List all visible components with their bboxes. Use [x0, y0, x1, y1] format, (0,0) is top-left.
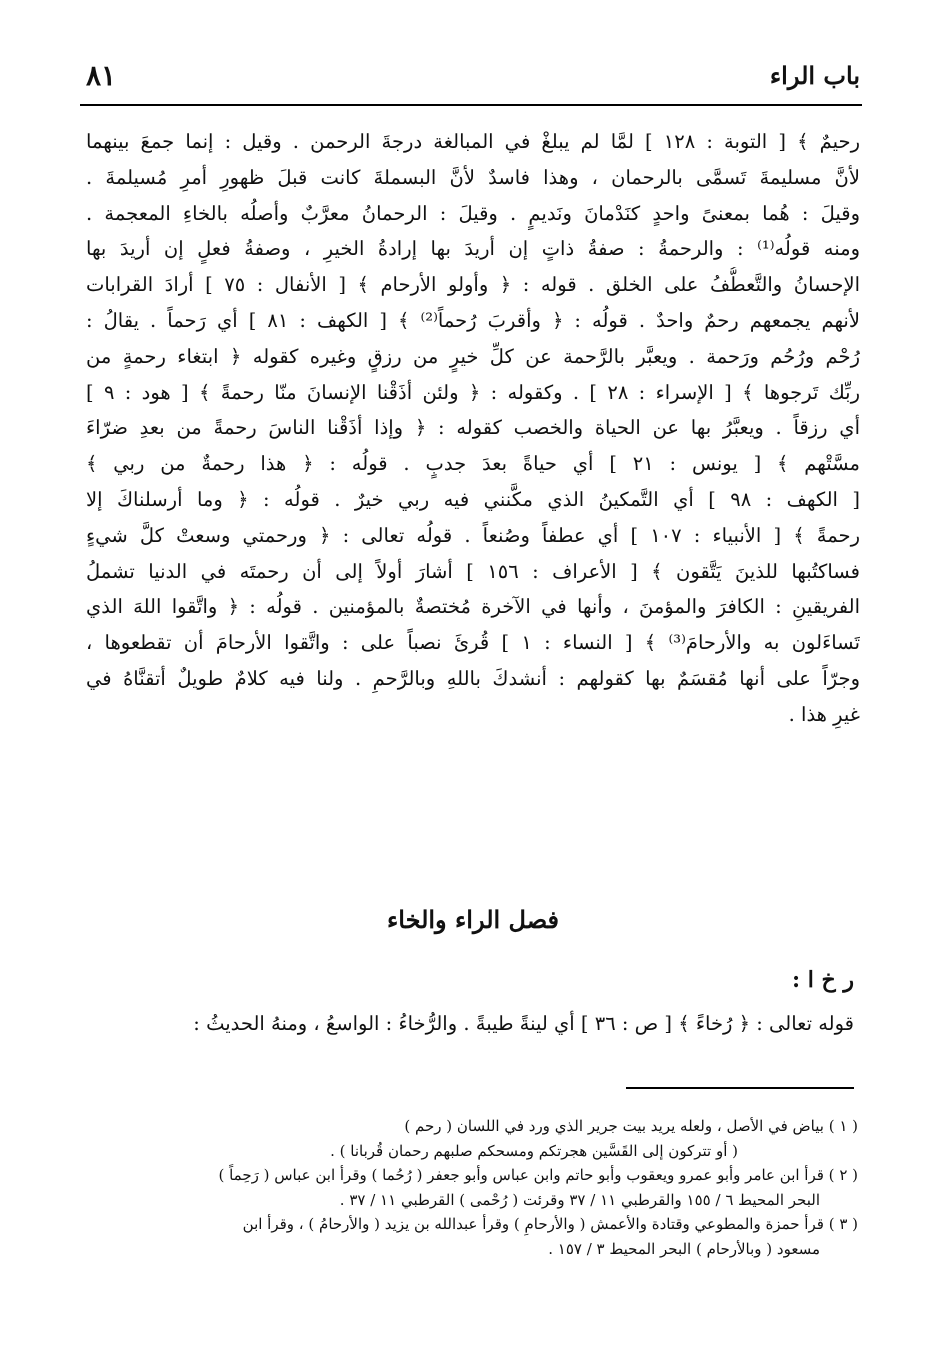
footnote-line: ( ١ ) بياض في الأصل ، ولعله يريد بيت جرير الذي ورد في اللسان ( رحم ) — [404, 1117, 858, 1135]
text-line: فساكتُبها للذينَ يَتَّقون ﴾ [ الأعراف : ١٥٦ ] أشارَ أولاً إلى أن رحمتَه في الدنيا تشملُ — [86, 559, 860, 583]
text-line: ومنه قولُه⁽¹⁾ : والرحمةُ : صفةُ ذاتٍ إن أريدَ بها إرادةُ الخيرِ ، وصفةُ فعلٍ إن أريدَ بها — [86, 237, 860, 261]
text-line: لأنَّ مسليمةَ تَسمَّى بالرحمان ، وهذا فاسدٌ لأنَّ البسملةَ كانت قبلَ ظهورِ أمرِ مُسيلمةَ . — [86, 165, 860, 189]
text-line: أي رزقاً . ويعبَّرُ بها عن الحياة والخصب كقوله : ﴿ وإذا أذَقْنا الناسَ رحمةً من بعدِ ضرّاءَ — [86, 416, 860, 440]
footnote-rule — [626, 1087, 854, 1089]
page-number: ٨١ — [86, 59, 117, 92]
footnote-line: البحر المحيط ٦ / ١٥٥ والقرطبي ١١ / ٣٧ وقرئت ( رُحْمى ) القرطبي ١١ / ٣٧ . — [339, 1190, 820, 1209]
entry-text: قوله تعالى : ﴿ رُخاءً ﴾ [ ص : ٣٦ ] أي لينةً طيبةً . والرُّخاءُ : الواسعُ ، ومنهُ الحديثُ : — [193, 1012, 854, 1035]
footnote-line: مسعود ( وبالأرحام ) البحر المحيط ٣ / ١٥٧ . — [548, 1239, 820, 1258]
running-head: باب الراء — [769, 61, 860, 90]
header-rule — [80, 104, 862, 106]
text-line: الفريقينِ : الكافرَ والمؤمنَ ، وأنها في الآخرة مُختصةٌ بالمؤمنين . قولُه : ﴿ واتَّقوا اللهَ الذي — [86, 595, 860, 619]
text-line: لأنهم يجمعهم رحمٌ واحدٌ . قولُه : ﴿ وأقربَ رُحماً⁽²⁾ ﴾ [ الكهف : ٨١ ] أي رَحماً . يقالُ : — [86, 308, 860, 332]
text-line: [ الكهف : ٩٨ ] أي التَّمكينُ الذي مكَّنني فيه ربي خيرٌ . قولُه : ﴿ وما أرسلناكَ إلا — [86, 487, 860, 511]
text-line: وجرّاً على أنها مُقسَمٌ بها كقولهم : أنشدكَ باللهِ وبالرَّحمِ . ولنا فيه كلامٌ طويلٌ أتقنَّاهُ في — [86, 666, 860, 690]
page-header — [86, 58, 860, 94]
text-line: ربِّك تَرجوها ﴾ [ الإسراء : ٢٨ ] . وكقوله : ﴿ ولئن أذَقْنا الإنسانَ منّا رحمةً ﴾ [ هود : ٩ ] — [86, 380, 860, 404]
text-line: رحيمٌ ﴾ [ التوبة : ١٢٨ ] لمَّا لم يبلغْ في المبالغة درجةَ الرحمن . وقيل : إنما جمعَ بينهما — [86, 130, 860, 153]
text-line: غيرِ هذا . — [788, 702, 860, 726]
footnotes — [86, 1114, 858, 1261]
text-line: مسَّتْهم ﴾ [ يونس : ٢١ ] أي حياةً بعدَ جدبٍ . قولُه : ﴿ هذا رحمةٌ من ربي ﴾ — [86, 452, 860, 476]
text-line: الإحسانُ والتَّعطُّفُ على الخلق . قوله : ﴿ وأولو الأرحام ﴾ [ الأنفال : ٧٥ ] أرادَ القرابات — [86, 273, 860, 297]
footnote-line: ( أو تتركون إلى القَسَّين هجرتكم ومسحكم صلبهم رحمان قُربانا ) . — [330, 1141, 738, 1160]
text-line: رحمةً ﴾ [ الأنبياء : ١٠٧ ] أي عطفاً وصُنعاً . قولُه تعالى : ﴿ ورحمتي وسعتْ كلَّ شيءٍ — [86, 523, 860, 547]
entry-heading: ر خ ا : — [791, 967, 854, 993]
footnote-line: ( ٣ ) قرأ حمزة والمطوعي وقتادة والأعمش ( والأرحامِ ) وقرأ عبدالله بن يزيد ( والأرحامُ ) ، وقرأ ابن — [242, 1215, 858, 1233]
main-text — [86, 124, 860, 733]
text-line: رُحْم ورُحُم ورَحمة . ويعبَّر بالرَّحمة عن كلِّ خيرٍ من رزقٍ وغيره كقوله ﴿ ابتغاء رحمةٍ من — [86, 344, 860, 368]
text-line: وقيلَ : هُما بمعنىً واحدٍ كنَدْمانَ ونَديمٍ . وقيلَ : الرحمانُ معرَّبٌ وأصلُه بالخاءِ المعجمة . — [86, 201, 860, 225]
section-title: فصل الراء والخاء — [386, 905, 559, 934]
text-line: تَساءَلون به والأرحامَ⁽³⁾ ﴾ [ النساء : ١ ] قُرئَ نصباً على : واتَّقوا الأرحامَ أن تقطعوها ، — [86, 631, 860, 655]
footnote-line: ( ٢ ) قرأ ابن عامر وأبو عمرو ويعقوب وأبو حاتم وابن عباس وأبو جعفر ( رُحُما ) وقرأ ابن عباس ( رَحِماً ) — [218, 1166, 858, 1184]
